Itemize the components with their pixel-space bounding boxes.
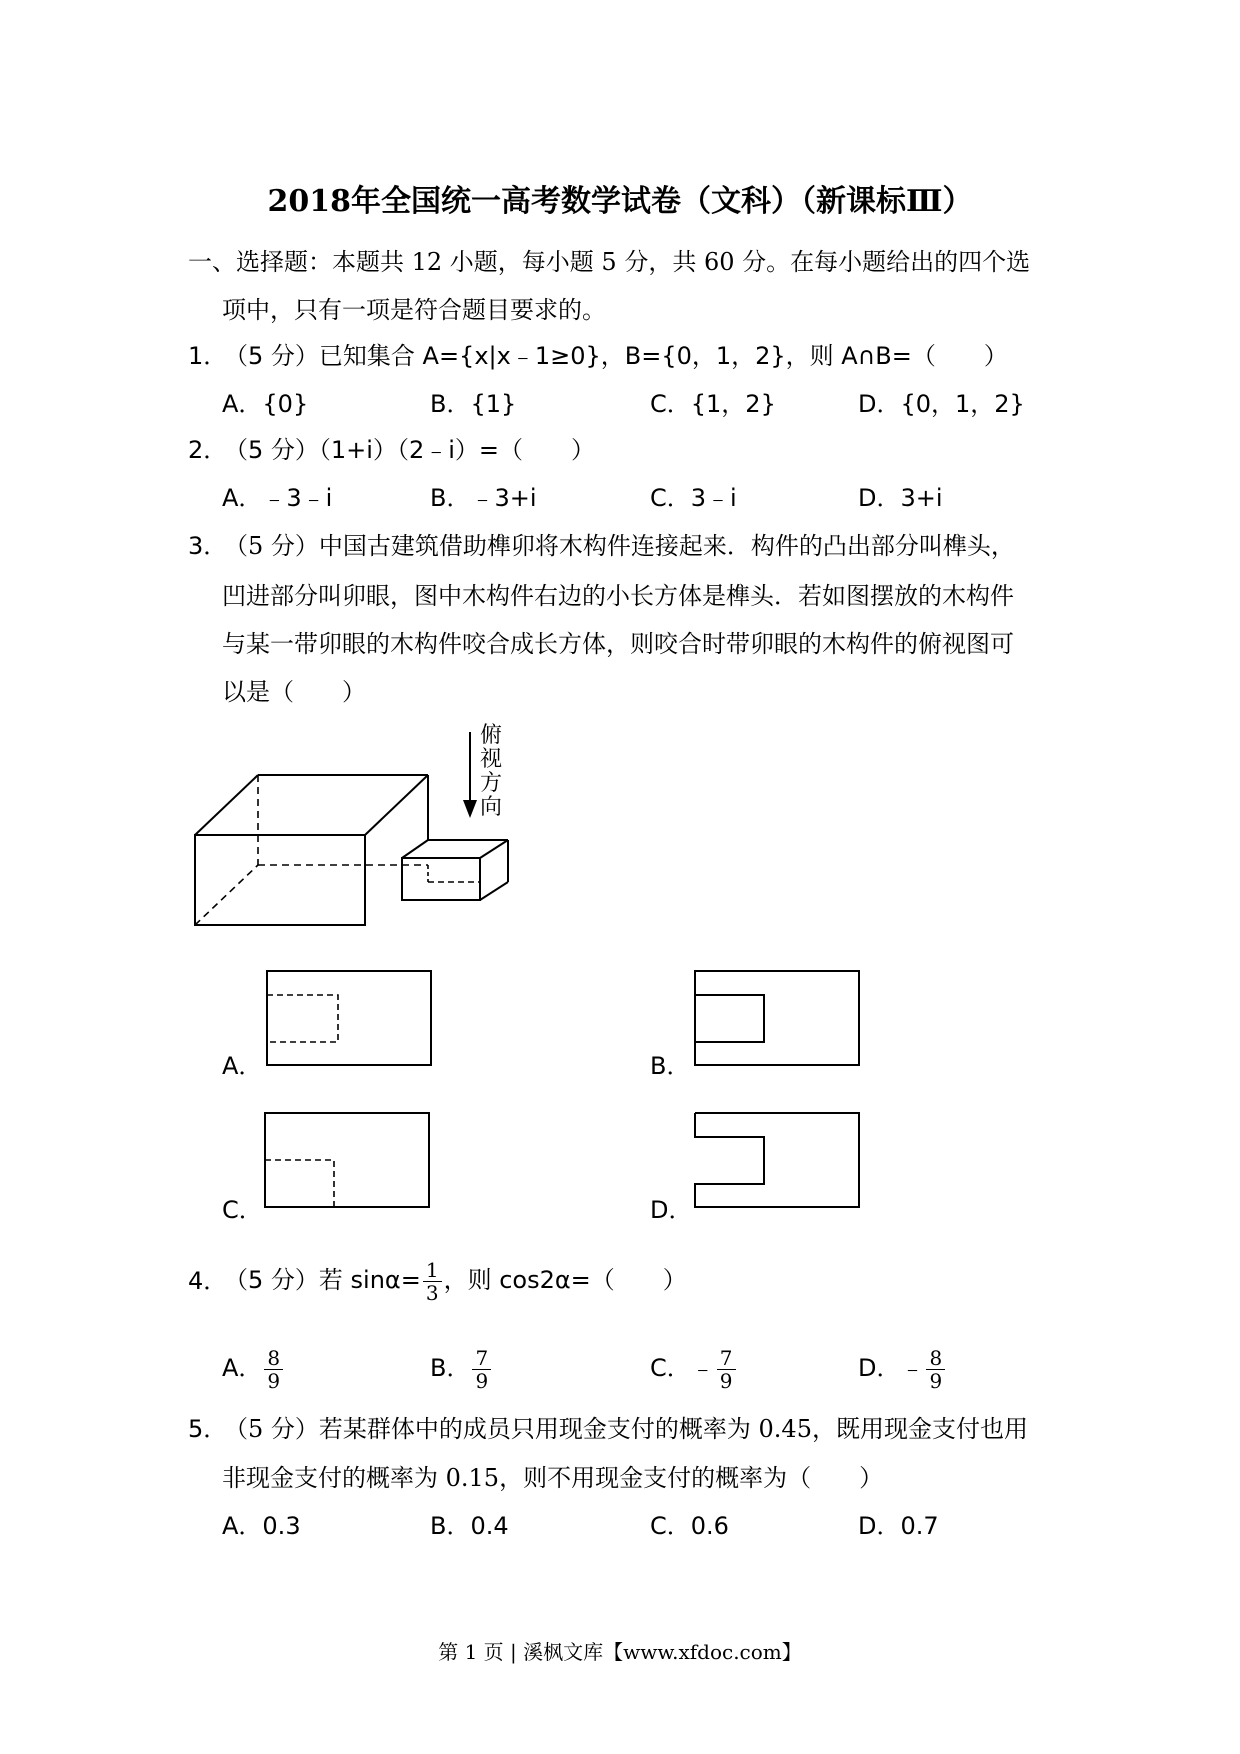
q4-option-d-fraction: [926, 1347, 945, 1392]
q3-option-a-figure: [266, 970, 436, 1070]
q4-stem-prefix: （5 分）若 sinα=: [224, 1266, 421, 1294]
q5-option-a: A．0.3: [222, 1512, 301, 1540]
q4-option-d: [858, 1340, 947, 1396]
q3-option-b-figure: [694, 970, 864, 1070]
q2-option-b: B．﹣3+i: [430, 484, 537, 512]
q1-option-d: D．{0，1，2}: [858, 390, 1025, 418]
page-title: 2018年全国统一高考数学试卷（文科）（新课标Ⅲ）: [267, 184, 973, 219]
q5-option-b: B．0.4: [430, 1512, 509, 1540]
q4-option-c-fraction: [717, 1347, 736, 1392]
q2-option-c: C．3﹣i: [650, 484, 737, 512]
q5-stem-line1: （5 分）若某群体中的成员只用现金支付的概率为 0.45，既用现金支付也用: [224, 1415, 1028, 1443]
q4-option-d-sign: ﹣: [900, 1354, 925, 1382]
q3-option-d-figure: [694, 1112, 864, 1212]
q4-option-a-label: A．: [222, 1354, 263, 1382]
q3-number: 3．: [188, 532, 228, 560]
section-header-line1: 一、选择题：本题共 12 小题，每小题 5 分，共 60 分。在每小题给出的四个选: [188, 248, 1031, 276]
q4-option-b-fraction: [472, 1347, 491, 1392]
fraction-numerator: 7: [717, 1347, 736, 1370]
q1-option-c: C．{1，2}: [650, 390, 776, 418]
q3-stem-line4: 以是（ ）: [222, 678, 366, 706]
q1-number: 1．: [188, 342, 228, 370]
q3-stem-line2: 凹进部分叫卯眼，图中木构件右边的小长方体是榫头．若如图摆放的木构件: [222, 582, 1014, 610]
down-arrow-icon: [460, 730, 480, 820]
view-label-char: 方: [479, 771, 502, 796]
fraction-numerator: 8: [926, 1347, 945, 1370]
q3-option-c-label: C．: [222, 1196, 263, 1224]
q4-option-d-label: D．: [858, 1354, 901, 1382]
q4-stem: [224, 1250, 687, 1310]
q3-stem-line3: 与某一带卯眼的木构件咬合成长方体，则咬合时带卯眼的木构件的俯视图可: [222, 630, 1014, 658]
q4-option-a-fraction: [264, 1347, 283, 1392]
q2-option-a: A．﹣3﹣i: [222, 484, 333, 512]
q4-stem-suffix: ，则 cos2α=（ ）: [443, 1266, 687, 1294]
q5-number: 5．: [188, 1415, 228, 1443]
q4-option-b: [430, 1340, 493, 1396]
q3-view-direction-label: [478, 724, 504, 820]
view-label-char: 俯: [479, 723, 502, 748]
fraction-denominator: 9: [475, 1368, 489, 1393]
fraction-numerator: 8: [264, 1347, 283, 1370]
q5-option-d: D．0.7: [858, 1512, 939, 1540]
fraction-denominator: 9: [267, 1368, 281, 1393]
view-label-char: 视: [479, 747, 502, 772]
fraction-denominator: 3: [425, 1280, 439, 1305]
q4-stem-fraction: [423, 1259, 442, 1304]
section-header-line2: 项中，只有一项是符合题目要求的。: [222, 296, 606, 324]
q3-stem-line1: （5 分）中国古建筑借助榫卯将木构件连接起来．构件的凸出部分叫榫头，: [224, 532, 1015, 560]
q3-option-d-label: D．: [650, 1196, 693, 1224]
q2-number: 2．: [188, 436, 228, 464]
q5-stem-line2: 非现金支付的概率为 0.15，则不用现金支付的概率为（ ）: [222, 1464, 884, 1492]
q4-option-c: [650, 1340, 738, 1396]
fraction-denominator: 9: [719, 1368, 733, 1393]
q1-option-a: A．{0}: [222, 390, 309, 418]
q3-option-b-label: B．: [650, 1052, 691, 1080]
q4-option-a: [222, 1340, 285, 1396]
q4-option-c-label: C．: [650, 1354, 691, 1382]
q4-number: 4．: [188, 1267, 228, 1295]
q3-option-c-figure: [264, 1112, 434, 1212]
q4-option-b-label: B．: [430, 1354, 471, 1382]
q2-stem: （5 分）（1+i）（2﹣i）=（ ）: [224, 436, 595, 464]
page-footer: 第 1 页 | 溪枫文库【www.xfdoc.com】: [438, 1640, 802, 1664]
q1-option-b: B．{1}: [430, 390, 517, 418]
view-label-char: 向: [479, 795, 502, 820]
q1-stem: （5 分）已知集合 A={x|x﹣1≥0}，B={0，1，2}，则 A∩B=（ ）: [224, 342, 1008, 370]
fraction-numerator: 7: [472, 1347, 491, 1370]
q3-option-a-label: A．: [222, 1052, 263, 1080]
fraction-numerator: 1: [423, 1259, 442, 1282]
q5-option-c: C．0.6: [650, 1512, 729, 1540]
fraction-denominator: 9: [929, 1368, 943, 1393]
q4-option-c-sign: ﹣: [690, 1354, 715, 1382]
q2-option-d: D．3+i: [858, 484, 943, 512]
